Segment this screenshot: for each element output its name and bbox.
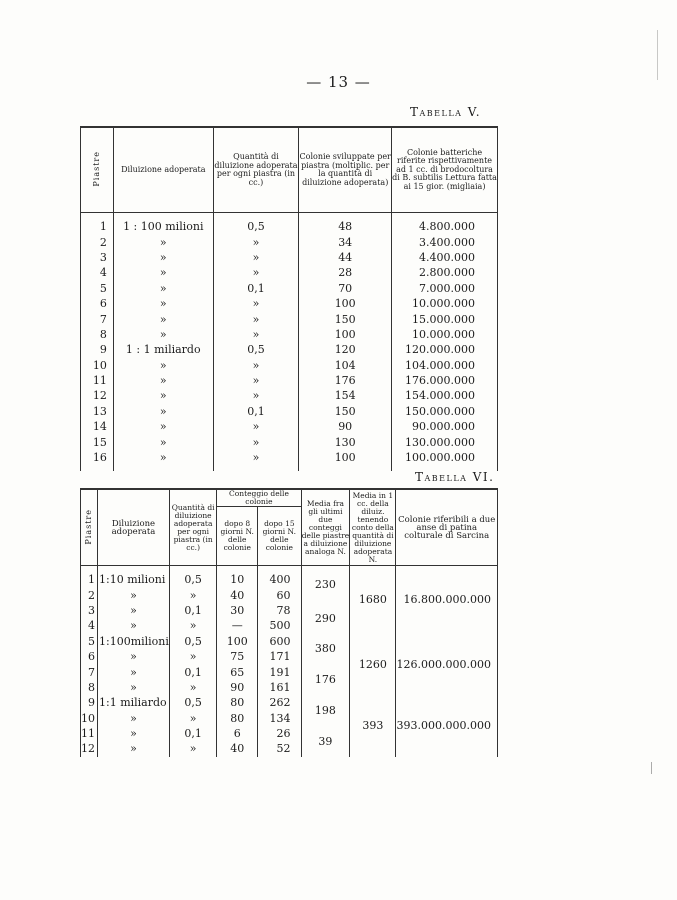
cell-diluizione: 1:100milioni [99, 634, 169, 648]
cell-piastra: 6 [88, 650, 95, 664]
cell-piastra: 4 [99, 266, 107, 280]
t6-header-quantita: Quantità di diluizione adoperata per ogni piastra (in cc.) [169, 489, 216, 566]
cell-colonie: 28 [299, 265, 392, 280]
cell-quantita: » [213, 373, 299, 388]
table-row [81, 342, 498, 357]
cell-dopo8: 75 [217, 649, 258, 664]
cell-media: 380 [301, 634, 350, 665]
cell-colonie: 100 [299, 327, 392, 342]
cell-colonie: 48 [299, 213, 392, 235]
t6-header-conteggio: Conteggio delle colonie [217, 489, 301, 507]
scan-mark [657, 30, 658, 80]
cell-diluizione: » [98, 741, 170, 756]
header-riferite: Colonie batteriche riferite rispettivamente ad 1 cc. di brodocoltura di B. subtilis Lettura fatta ai 15 gior. (migliaia) [392, 127, 498, 213]
cell-diluizione: » [98, 726, 170, 741]
cell-colonie: 176 [299, 373, 392, 388]
cell-riferite: 10.000.000 [392, 327, 498, 342]
cell-dopo8: 100 [217, 634, 258, 649]
cell-media-1cc: 1260 [350, 634, 396, 696]
header-diluizione: Diluizione adoperata [113, 127, 213, 213]
cell-piastra: 2 [88, 588, 95, 602]
cell-diluizione: » [98, 664, 170, 679]
cell-colonie: 104 [299, 358, 392, 373]
cell-piastra: 10 [92, 358, 107, 372]
cell-quantita: » [213, 327, 299, 342]
cell-diluizione: » [113, 281, 213, 296]
cell-piastra: 5 [88, 634, 95, 648]
cell-piastra: 16 [92, 451, 107, 465]
cell-quantita: » [213, 234, 299, 249]
cell-colonie: 100 [299, 296, 392, 311]
cell-piastra: 12 [81, 742, 95, 756]
header-piastre: Piastre [81, 127, 114, 213]
table-row [81, 404, 498, 419]
cell-dopo15: 400 [258, 566, 301, 588]
cell-riferite: 130.000.000 [392, 434, 498, 449]
cell-piastra: 9 [88, 696, 95, 710]
table-row [81, 265, 498, 280]
t6-header-dopo15: dopo 15 giorni N. delle colonie [258, 507, 301, 566]
table-6 [80, 488, 498, 757]
cell-colonie: 130 [299, 434, 392, 449]
cell-piastra: 8 [88, 680, 95, 694]
cell-dopo8: 65 [217, 664, 258, 679]
table-row [81, 566, 498, 588]
cell-diluizione: » [113, 434, 213, 449]
cell-dopo8: 90 [217, 680, 258, 695]
cell-diluizione: » [113, 419, 213, 434]
cell-dopo15: 134 [258, 711, 301, 726]
cell-riferite: 4.400.000 [392, 250, 498, 265]
table-row [81, 388, 498, 403]
header-quantita: Quantità di diluizione adoperata per ogni piastra (in cc.) [213, 127, 299, 213]
cell-quantita: 0,5 [169, 695, 216, 710]
table-row [81, 327, 498, 342]
page-number: — 13 — [306, 73, 371, 91]
cell-diluizione: » [113, 388, 213, 403]
cell-quantita: » [213, 434, 299, 449]
table-row [81, 213, 498, 235]
cell-quantita: 0,5 [169, 566, 216, 588]
table-row [81, 281, 498, 296]
cell-dopo8: 40 [217, 587, 258, 602]
cell-dopo15: 78 [258, 603, 301, 618]
table6-body [81, 566, 498, 757]
cell-dopo8: — [217, 618, 258, 633]
cell-dopo8: 10 [217, 566, 258, 588]
cell-riferite: 2.800.000 [392, 265, 498, 280]
cell-quantita: » [213, 296, 299, 311]
cell-dopo8: 80 [217, 695, 258, 710]
cell-quantita: » [169, 618, 216, 633]
cell-diluizione: » [113, 327, 213, 342]
cell-dopo8: 30 [217, 603, 258, 618]
cell-media: 39 [301, 726, 350, 757]
table-row [81, 234, 498, 249]
cell-riferite: 104.000.000 [392, 358, 498, 373]
cell-riferite: 100.000.000 [392, 450, 498, 471]
cell-riferite: 7.000.000 [392, 281, 498, 296]
cell-riferite: 176.000.000 [392, 373, 498, 388]
cell-piastra: 13 [92, 404, 107, 418]
cell-riferite: 15.000.000 [392, 311, 498, 326]
table-row [81, 695, 498, 710]
cell-piastra: 9 [99, 343, 107, 357]
cell-dopo15: 262 [258, 695, 301, 710]
cell-diluizione: » [113, 373, 213, 388]
cell-quantita: » [213, 265, 299, 280]
cell-quantita: » [213, 250, 299, 265]
cell-riferite: 4.800.000 [392, 213, 498, 235]
cell-riferite: 120.000.000 [392, 342, 498, 357]
cell-dopo15: 600 [258, 634, 301, 649]
table-row [81, 434, 498, 449]
cell-colonie: 100 [299, 450, 392, 471]
table-row [81, 358, 498, 373]
cell-quantita: » [169, 649, 216, 664]
cell-diluizione: » [98, 680, 170, 695]
cell-quantita: » [169, 587, 216, 602]
cell-quantita: 0,1 [169, 726, 216, 741]
cell-piastra: 15 [92, 435, 107, 449]
cell-media: 230 [301, 566, 350, 603]
cell-diluizione: » [113, 234, 213, 249]
cell-quantita: » [213, 311, 299, 326]
cell-piastra: 3 [99, 250, 107, 264]
cell-quantita: 0,1 [169, 603, 216, 618]
cell-piastra: 12 [92, 389, 107, 403]
table-row [81, 450, 498, 471]
cell-diluizione: » [113, 358, 213, 373]
cell-diluizione: 1:1 miliardo [98, 695, 170, 710]
cell-quantita: » [169, 711, 216, 726]
cell-colonie: 150 [299, 311, 392, 326]
cell-piastra: 8 [99, 327, 107, 341]
cell-dopo15: 26 [258, 726, 301, 741]
cell-piastra: 4 [88, 619, 95, 633]
cell-diluizione: » [113, 450, 213, 471]
cell-piastra: 10 [81, 711, 95, 725]
table-row [81, 296, 498, 311]
cell-dopo15: 171 [258, 649, 301, 664]
cell-media: 176 [301, 664, 350, 695]
cell-diluizione: » [98, 618, 170, 633]
cell-quantita: » [169, 741, 216, 756]
cell-quantita: » [213, 388, 299, 403]
cell-riferite: 90.000.000 [392, 419, 498, 434]
cell-piastra: 6 [99, 297, 107, 311]
cell-piastra: 1 [88, 573, 95, 587]
cell-riferibili: 126.000.000.000 [396, 634, 498, 696]
cell-diluizione: » [98, 649, 170, 664]
cell-quantita: 0,1 [213, 404, 299, 419]
table-row [81, 250, 498, 265]
cell-piastra: 5 [99, 281, 107, 295]
cell-quantita: 0,5 [213, 213, 299, 235]
table-row [81, 311, 498, 326]
t6-header-riferibili: Colonie riferibili a due anse di patina colturale di Sarcina [396, 489, 498, 566]
cell-diluizione: 1 : 1 miliardo [113, 342, 213, 357]
table5-body [81, 213, 498, 472]
cell-diluizione: » [113, 296, 213, 311]
cell-colonie: 44 [299, 250, 392, 265]
cell-dopo15: 500 [258, 618, 301, 633]
cell-piastra: 7 [99, 312, 107, 326]
cell-dopo15: 161 [258, 680, 301, 695]
t6-header-piastre: Piastre [81, 489, 98, 566]
cell-dopo15: 191 [258, 664, 301, 679]
cell-media-1cc: 1680 [350, 566, 396, 634]
table-5 [80, 126, 498, 471]
table-row [81, 373, 498, 388]
cell-riferibili: 393.000.000.000 [396, 695, 498, 757]
cell-colonie: 120 [299, 342, 392, 357]
cell-dopo15: 60 [258, 587, 301, 602]
table5-caption: Tabella V. [410, 105, 482, 119]
table-row [81, 634, 498, 649]
cell-dopo8: 6 [217, 726, 258, 741]
cell-dopo15: 52 [258, 741, 301, 756]
cell-riferite: 150.000.000 [392, 404, 498, 419]
cell-quantita: » [169, 680, 216, 695]
cell-diluizione: » [113, 265, 213, 280]
cell-piastra: 11 [81, 727, 95, 741]
cell-colonie: 70 [299, 281, 392, 296]
cell-colonie: 34 [299, 234, 392, 249]
cell-colonie: 90 [299, 419, 392, 434]
cell-media: 198 [301, 695, 350, 726]
cell-quantita: 0,5 [169, 634, 216, 649]
cell-riferite: 3.400.000 [392, 234, 498, 249]
cell-piastra: 2 [99, 235, 107, 249]
table-row [81, 419, 498, 434]
cell-dopo8: 80 [217, 711, 258, 726]
cell-quantita: 0,5 [213, 342, 299, 357]
cell-diluizione: » [113, 404, 213, 419]
cell-piastra: 1 [99, 220, 107, 234]
cell-piastra: 7 [88, 665, 95, 679]
cell-quantita: » [213, 358, 299, 373]
t6-header-media: Media fra gli ultimi due conteggi delle piastre a diluizione analoga N. [301, 489, 350, 566]
cell-media-1cc: 393 [350, 695, 396, 757]
cell-riferibili: 16.800.000.000 [396, 566, 498, 634]
cell-colonie: 154 [299, 388, 392, 403]
cell-diluizione: » [98, 603, 170, 618]
cell-diluizione: » [98, 587, 170, 602]
cell-diluizione: » [98, 711, 170, 726]
cell-diluizione: 1:10 milioni [98, 566, 170, 588]
cell-quantita: 0,1 [169, 664, 216, 679]
cell-diluizione: » [113, 250, 213, 265]
cell-riferite: 154.000.000 [392, 388, 498, 403]
cell-quantita: » [213, 450, 299, 471]
cell-riferite: 10.000.000 [392, 296, 498, 311]
cell-piastra: 14 [92, 420, 107, 434]
cell-quantita: » [213, 419, 299, 434]
cell-quantita: 0,1 [213, 281, 299, 296]
table6-caption: Tabella VI. [415, 470, 495, 484]
cell-colonie: 150 [299, 404, 392, 419]
cell-diluizione: » [113, 311, 213, 326]
t6-header-dopo8: dopo 8 giorni N. delle colonie [217, 507, 258, 566]
cell-media: 290 [301, 603, 350, 634]
cell-piastra: 3 [88, 603, 95, 617]
header-colonie: Colonie sviluppate per piastra (moltiplic. per la quantità di diluizione adoperata) [299, 127, 392, 213]
cell-diluizione: 1 : 100 milioni [113, 213, 213, 235]
cell-piastra: 11 [92, 374, 107, 388]
scan-mark [651, 762, 652, 774]
t6-header-diluizione: Diluizione adoperata [98, 489, 170, 566]
t6-header-media-1cc: Media in 1 cc. della diluiz. tenendo conto della quantità di diluizione adoperata N. [350, 489, 396, 566]
cell-dopo8: 40 [217, 741, 258, 756]
